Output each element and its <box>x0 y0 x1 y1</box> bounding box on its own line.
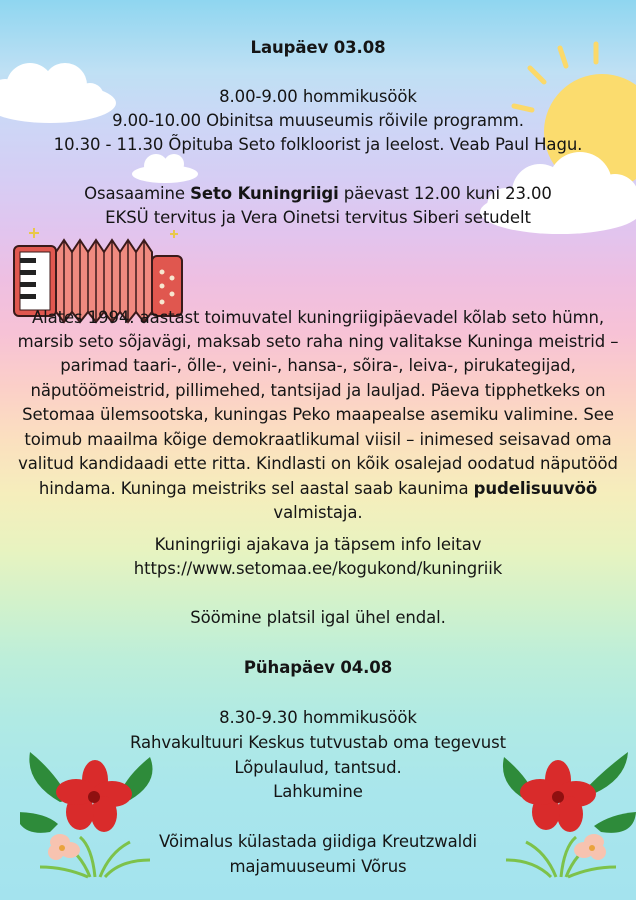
saturday-item-workshop: 10.30 - 11.30 Õpituba Seto folkloorist ja leelost. Veab Paul Hagu. <box>53 135 583 154</box>
greetings-line: EKSÜ tervitus ja Vera Oinetsi tervitus Siberi setudelt <box>105 208 531 227</box>
kingdom-name: Seto Kuningriigi <box>190 184 339 203</box>
schedule-link[interactable]: https://www.setomaa.ee/kogukond/kuningriik <box>133 559 503 578</box>
prize-item: pudelisuuvöö <box>473 479 598 498</box>
prize-pre-text: hindama. Kuninga meistriks sel aastal saab kaunima <box>38 479 474 498</box>
sunday-item-farewell: Lahkumine <box>273 782 363 801</box>
schedule-info-line: Kuningriigi ajakava ja täpsem info leitav <box>154 535 482 554</box>
description-line: toimub maailma kõige demokraatlikumal viisil – inimesed seisavad oma <box>24 430 612 449</box>
description-line: Alates 1994. aastast toimuvatel kuningriigipäevadel kõlab seto hümn, <box>31 308 605 327</box>
description-line: näputöömeistrid, pillimehed, tantsijad ja lauljad. Päeva tipphetkeks on <box>30 381 606 400</box>
description-line: parimad taari-, õlle-, veini-, hansa-, sõira-, leiva-, pirukategijad, <box>60 356 576 375</box>
sunday-item-breakfast: 8.30-9.30 hommikusöök <box>219 708 417 727</box>
kingdom-pre-text: Osasaamine <box>84 184 191 203</box>
kingdom-post-text: päevast 12.00 kuni 23.00 <box>338 184 552 203</box>
description-line: Setomaa ülemsootska, kuningas Peko maapealse asemiku valimine. See <box>22 405 614 424</box>
food-note: Söömine platsil igal ühel endal. <box>190 608 446 627</box>
description-line: valitud kandidaadi ette ritta. Kindlasti on kõik osalejad oodatud näputööd <box>18 454 618 473</box>
sunday-heading: Pühapäev 04.08 <box>243 658 393 677</box>
description-line-prize <box>0 477 636 501</box>
sunday-item-songs: Lõpulaulud, tantsud. <box>234 758 402 777</box>
sunday-option-line: Võimalus külastada giidiga Kreutzwaldi <box>159 832 477 851</box>
sunday-option-line: majamuuseumi Võrus <box>229 857 407 876</box>
saturday-heading: Laupäev 03.08 <box>250 38 386 57</box>
sunday-item-presentation: Rahvakultuuri Keskus tutvustab oma tegevust <box>130 733 506 752</box>
description-line: valmistaja. <box>273 503 363 522</box>
kingdom-participation-line <box>0 182 636 206</box>
saturday-item-breakfast: 8.00-9.00 hommikusöök <box>219 87 417 106</box>
description-line: marsib seto sõjavägi, maksab seto raha ning valitakse Kuninga meistrid – <box>17 332 619 351</box>
saturday-item-museum: 9.00-10.00 Obinitsa muuseumis rõivile programm. <box>112 111 524 130</box>
